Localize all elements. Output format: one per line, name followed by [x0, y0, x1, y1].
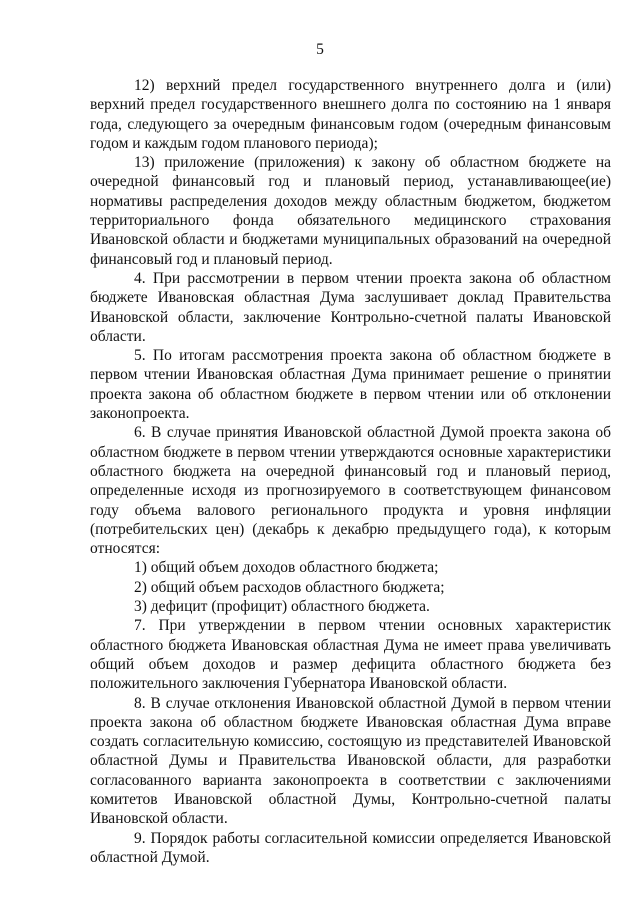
- paragraph-item-12: 12) верхний предел государственного внутреннего долга и (или) верхний предел государственного внешнего долга по состоянию на 1 января года, следующего за очередным финансовым годом (очередным финансовым годом и каждым годом планового периода);: [90, 77, 611, 152]
- paragraph-clause-6: 6. В случае принятия Ивановской областной Думой проекта закона об областном бюджете в первом чтении утверждаются основные характеристики областного бюджета на очередной финансовый год и плановый период, определенные исходя из прогнозируемого в соответствующем финансовом году объема валового регионального продукта и уровня инфляции (потребительских цен) (декабрь к декабрю предыдущего года), к которым относятся:: [90, 424, 611, 558]
- paragraph-clause-7: 7. При утверждении в первом чтении основных характеристик областного бюджета Ивановская областная Дума не имеет права увеличивать общий объем доходов и размер дефицита областного бюджета без положительного заключения Губернатора Ивановской области.: [90, 617, 611, 693]
- paragraph-clause-4: 4. При рассмотрении в первом чтении проекта закона об областном бюджете Ивановская областная Дума заслушивает доклад Правительства Ивановской области, заключение Контрольно-счетной палаты Ивановской области.: [90, 269, 611, 345]
- page-number: 5: [316, 41, 324, 58]
- paragraph-item-13: 13) приложение (приложения) к закону об областном бюджете на очередной финансовый год и плановый период, устанавливающее(ие) нормативы распределения доходов между областным бюджетом, бюджетом территориального фонда обязательного медицинского страхования Ивановской области и бюджетами муниципальных образований на очередной финансовый год и плановый период.: [90, 154, 611, 268]
- paragraph-clause-5: 5. По итогам рассмотрения проекта закона об областном бюджете в первом чтении Ивановская областная Дума принимает решение о принятии проекта закона об областном бюджете в первом чтении или об отклонении законопроекта.: [90, 347, 611, 423]
- paragraph-clause-9: 9. Порядок работы согласительной комиссии определяется Ивановской областной Думой.: [90, 829, 611, 866]
- paragraph-clause-8: 8. В случае отклонения Ивановской областной Думой в первом чтении проекта закона об областном бюджете Ивановская областная Дума вправе создать согласительную комиссию, состоящую из представителей Ивановской областной Думы и Правительства Ивановской области, для разработки согласованного варианта законопроекта в соответствии с заключениями комитетов Ивановской областной Думы, Контрольно-счетной палаты Ивановской области.: [90, 694, 611, 828]
- document-body: [90, 76, 611, 867]
- list-item-3: 3) дефицит (профицит) областного бюджета.: [134, 598, 430, 616]
- list-item-1: 1) общий объем доходов областного бюджета;: [134, 559, 439, 577]
- list-item-2: 2) общий объем расходов областного бюджета;: [134, 578, 445, 596]
